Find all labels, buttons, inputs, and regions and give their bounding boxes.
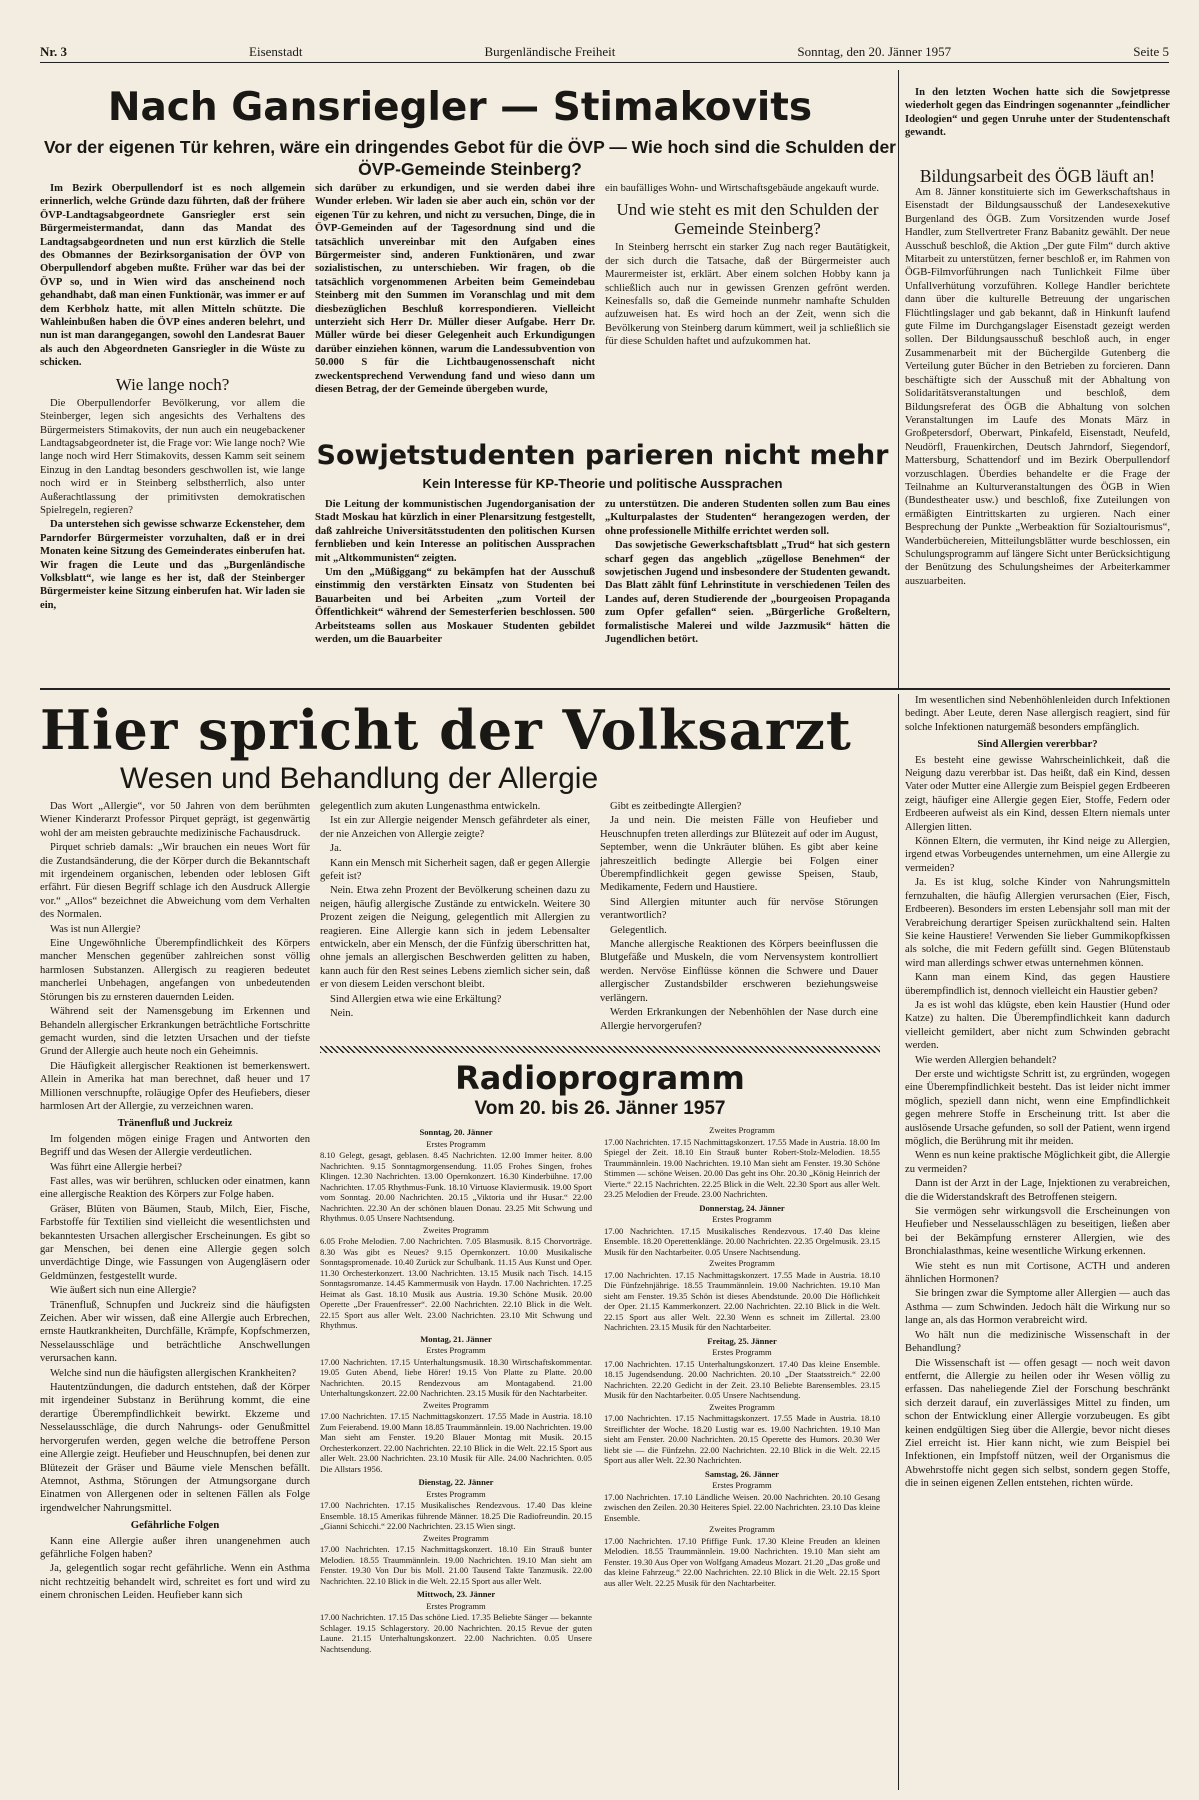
hatched-divider <box>320 1046 880 1053</box>
paragraph: Gelegentlich. <box>610 924 667 936</box>
paragraph: Die Wissenschaft ist — offen gesagt — noch weit davon entfernt, die Allergie zu heilen oder ihr Wesen völlig zu erfassen. Das naheliegende Ziel der Forschung beschränkt sich derzeit darauf, ein zuverlässiges Mittel zu finden, um schon der Entwicklung einer Allergie vorzubeugen. Es gibt keinen endgültigen Sieg über die Allergie, bevor nicht dieses Ziel erreicht ist. Hier kann nicht, wie zum Beispiel bei Infektionen, ein Impfstoff nützen, weil der Organismus die Abwehrstoffe nicht gegen sich selbst, sondern gegen Stoffe, die in seinen eigenen Zellen entstehen, richten würde. <box>905 1357 1170 1490</box>
radio-program-heading: Zweites Programm <box>709 1401 775 1412</box>
volksarzt-col-1 <box>40 800 310 1790</box>
paragraph: Welche sind nun die häufigsten allergischen Krankheiten? <box>50 1367 297 1379</box>
radio-listing: 8.10 Gelegt, gesagt, geblasen. 8.45 Nachrichten. 12.00 Immer heiter. 8.00 Nachrichten. 9.15 Sonntagmorgensendung. 11.05 Frohes Singen, frohes Klingen. 12.30 Nachrichten. 13.00 Opernkonzert. 16.30 Kinderbühne. 17.00 Nachrichten. 17.05 Rhythmus-Funk. 18.10 Virtuose Klaviermusik. 19.00 Sport vom Sonntag. 20.00 Nachrichten. 20.15 „Viktoria und ihr Husar.“ 22.00 Nachrichten. 22.30 An der schönen blauen Donau. 23.25 Mit Schwung und Rhythmus. 0.05 Unsere Nachtsendung. <box>320 1150 592 1223</box>
paragraph: Werden Erkrankungen der Nebenhöhlen der Nase durch eine Allergie hervorgerufen? <box>600 1007 878 1032</box>
paragraph: Im Bezirk Oberpullendorf ist es noch allgemein erinnerlich, welche Gründe dazu führten, daß der frühere ÖVP-Landtagsabgeordnete Gansriegler erst sein Bürgermeistermandat, dann das Mandat des Landtagsabgeordneten und nun erst kürzlich die Stelle des Obmannes der Bezirksorganisation der ÖVP von Oberpullendorf abgeben mußte. Früher war das bei der ÖVP so, und in Wien wird das anscheinend noch gehandhabt, daß man einen Funktionär, was immer er auf dem Kerbholz hatte, mit allen Mitteln schützte. Die Wahleinbußen haben die ÖVP eines anderen belehrt, und nun ist man darangegangen, sowohl den Landesrat Bauer als auch den Abgeordneten Gansriegler in die Wüste zu schicken. <box>40 183 305 369</box>
radio-listing: 17.00 Nachrichten. 17.15 Musikalisches Rendezvous. 17.40 Das kleine Ensemble. 18.20 Operettenklänge. 20.00 Nachrichten. 22.35 Orgelmusik. 23.15 Musik für den Nachtarbeiter. 0.05 Unsere Nachtsendung. <box>604 1225 880 1257</box>
paragraph: Ist ein zur Allergie neigender Mensch gefährdeter als einer, der nie Anzeichen von Allergie zeigte? <box>320 815 590 840</box>
paragraph: Kann eine Allergie außer ihren unangenehmen auch gefährliche Folgen haben? <box>40 1535 310 1560</box>
radio-program-heading: Erstes Programm <box>426 1138 486 1149</box>
volksarzt-col-4 <box>905 694 1170 1790</box>
paragraph: Ja es ist wohl das klügste, eben kein Haustier (Hund oder Katze) zu halten. Die Überempfindlichkeit kann dadurch vielleicht gemildert, aber nicht zum Schwinden gebracht werden. <box>905 999 1170 1052</box>
paragraph: Wie steht es nun mit Cortisone, ACTH und anderen ähnlichen Hormonen? <box>905 1260 1170 1286</box>
paragraph: Die Oberpullendorfer Bevölkerung, vor allem die Steinberger, legen sich angesichts des Verhaltens des Bürgermeisters Stimakovits, der nun auch ein neugebackener Landtagsabgeordneter ist, die Frage vor: Wie lange noch? Wie lange noch wird Herr Stimakovits, dessen Kamm seit seinem Einzug in den Landtag besonders geschwollen ist, wie lange noch wird er in Steinberg selbstherrlich, also unter Außerachtlassung der primitivsten demokratischen Spielregeln, regieren? <box>40 397 305 516</box>
gansriegler-col-3 <box>605 182 890 422</box>
page-header <box>40 44 1169 63</box>
paragraph: Sind Allergien mitunter auch für nervöse Störungen verantwortlich? <box>600 896 878 922</box>
gansriegler-col-2 <box>315 182 595 422</box>
paragraph: Da unterstehen sich gewisse schwarze Eckensteher, dem Parndorfer Bürgermeister vorzuhalten, daß er in drei Monaten keine Sitzung des Gemeinderates einberufen hat. Wir fragen die Leute und das „Burgenländische Volksblatt“, wie lange es her ist, daß der Steinberger Bürgermeister keine Sitzung einberufen hat. Wir laden sie ein, <box>40 519 305 611</box>
article-subtitle-gansriegler: Vor der eigenen Tür kehren, wäre ein dringendes Gebot für die ÖVP — Wie hoch sind die Schulden der ÖVP-Gemeinde Steinberg? <box>44 137 896 179</box>
column-rule-right-lower <box>898 694 899 1790</box>
radio-day-heading: Sonntag, 20. Jänner <box>419 1127 493 1137</box>
paragraph: Im wesentlichen sind Nebenhöhlenleiden durch Infektionen bedingt. Aber Leute, deren Nase allergisch reagiert, sind für solche Infektionen naturgemäß besonders empfänglich. <box>905 695 1170 733</box>
paragraph: Kann ein Mensch mit Sicherheit sagen, daß er gegen Allergie gefeit ist? <box>320 857 590 883</box>
radio-program-heading: Erstes Programm <box>712 1480 772 1490</box>
paragraph: Dann ist der Arzt in der Lage, Injektionen zu verabreichen, die die Widerstandskraft des Betroffenen steigern. <box>905 1178 1170 1203</box>
radio-program-heading: Erstes Programm <box>712 1214 772 1224</box>
paragraph: In Steinberg herrscht ein starker Zug nach reger Bautätigkeit, der sich durch die Tatsache, daß der Bürgermeister auch Maurermeister ist, erklärt. Aber einem solchen Hobby kann ja schließlich auch nur in gewissen Grenzen gefrönt werden. Keinesfalls so, daß die Gemeinde nunmehr namhafte Schulden aufzuweisen hat. Es wird hoch an der Zeit, wenn sich die Bevölkerung von Steinberg darum kümmert, weil ja schließlich sie für diese Schulden haftet und aufzukommen hat. <box>605 242 890 348</box>
radio-listing: 17.00 Nachrichten. 17.15 Unterhaltungsmusik. 18.30 Wirtschaftskommentar. 19.05 Guten Abend, liebe Hörer! 19.15 Von Platte zu Platte. 20.00 Nachrichten. 20.15 Rendezvous am Montagabend. 21.00 Unterhaltungskonzert. 22.00 Nachrichten. 23.15 Musik für den Nachtarbeiter. <box>320 1356 592 1398</box>
radio-program-heading: Erstes Programm <box>426 1600 486 1611</box>
paragraph: Tränenfluß, Schnupfen und Juckreiz sind die häufigsten Zeichen. Aber wir wissen, daß eine Allergie auch Erbrechen, ernste Hautkrankheiten, Durchfälle, Krämpfe, Kopfschmerzen, Nesselausschläge und beträchtliche Anschwellungen verursachen kann. <box>40 1299 310 1365</box>
radio-day-heading: Montag, 21. Jänner <box>420 1333 492 1344</box>
paragraph: Die Häufigkeit allergischer Reaktionen ist bemerkenswert. Allein in Amerika hat man berechnet, daß heuer und 17 Millionen verschnupfte, roläugige Opfer des Heufiebers, dieser harmlosen Art der Allergie, zu verzeichnen waren. <box>40 1060 310 1112</box>
radio-listing: 17.00 Nachrichten. 17.15 Nachmittagskonzert. 17.55 Made in Austria. 18.10 Die Fünfzehnjährige. 18.55 Traummännlein. 19.00 Nachrichten. 19.10 Man sieht am Fenster. 19.35 Schön ist dieses Abendstunde. 20.00 Die Höflichkeit der Oper. 21.15 Kammerkonzert. 22.00 Nachrichten. 22.10 Blick in die Welt. 22.15 Sport aus aller Welt. 22.30 Wenn es schneit im Zillertal. 23.00 Nachrichten. 23.15 Musik für den Nachtarbeiter. <box>604 1269 880 1332</box>
radio-listing: 17.00 Nachrichten. 17.10 Pfiffige Funk. 17.30 Kleine Freuden an kleinen Melodien. 18.55 Traummännlein. 19.00 Nachrichten. 19.10 Man sieht am Fenster. 19.30 Aus Oper von Wolfgang Amadeus Mozart. 21.20 „Das große und das kleine Fahrzeug.“ 22.00 Nachrichten. 22.10 Blick in die Welt. 22.15 Sport aus aller Welt. 22.25 Musik für den Nachtarbeiter. <box>604 1535 880 1588</box>
place: Eisenstadt <box>249 44 303 59</box>
paragraph: Ja. Es ist klug, solche Kinder von Nahrungsmitteln fernzuhalten, die häufig Allergien verursachen (Eier, Fisch, Erdbeeren). Besonders im ersten Lebensjahr soll man mit der Verabreichung derartiger Speisen zurückhaltend sein. Halten Sie keine Haustiere! Verwenden Sie lieber Gummikopfkissen als solche, die mit Federn gefüllt sind. Gegen Blütenstaub wird man allerdings schwer etwas unternehmen können. <box>905 877 1170 969</box>
paragraph: Sind Allergien etwa wie eine Erkältung? <box>330 993 502 1005</box>
radio-listing: 17.00 Nachrichten. 17.15 Nachmittagskonzert. 17.55 Made in Austria. 18.00 Im Spiegel der Zeit. 18.10 Ein Strauß bunter Robert-Stolz-Melodien. 18.55 Traummännlein. 19.00 Nachrichten. 19.10 Man sieht am Fenster. 19.30 Schöne Stimmen — schöne Weisen. 20.00 Das geht ins Ohr. 20.30 „König Heinrich der Vierte.“ 22.15 Nachrichten. 22.25 Blick in die Welt. 22.30 Sport aus aller Welt. 23.25 Melodien der Freude. 23.00 Nachrichten. <box>604 1136 880 1199</box>
paragraph: Sie bringen zwar die Symptome aller Allergien — auch das Asthma — zum Schwinden. Jedoch hält die Wirkung nur so lange an, als das Hormon verabreicht wird. <box>905 1288 1170 1327</box>
paragraph: Der erste und wichtigste Schritt ist, zu ergründen, wogegen eine Überempfindlichkeit besteht. Das ist leider nicht immer möglich, speziell dann nicht, wenn eine Empfindlichkeit gegen mehrere Stoffe in Erscheinung tritt. Ist aber die auslösende Ursache gefunden, so soll der Patient, wenn irgend möglich, die Berührung mit ihr meiden. <box>905 1068 1170 1147</box>
paragraph: Hautentzündungen, die dadurch entstehen, daß der Körper mit irgendeiner Substanz in Berührung kommt, die eine derartige Überempfindlichkeit bewirkt. Ekzeme und Nesselausschläge, die durch Nahrungs- oder Genußmittel hervorgerufen werden, gegen welche die betroffene Person eine Allergie zeigt. Heufieber und Heuschnupfen, bei denen zur Blütezeit der Gräser und Bäume viele Menschen befällt. Atemnot, Asthma, Störungen der Atmungsorgane durch Einatmen von Allergenen oder in seltenen Fällen als Folge irgendwelcher Nahrungsmittel. <box>40 1382 310 1514</box>
sowjetpresse-intro <box>905 86 1170 156</box>
issue-date: Sonntag, den 20. Jänner 1957 <box>797 44 952 59</box>
article-title-volksarzt: Hier spricht der Volksarzt <box>40 698 852 762</box>
paragraph: Ja und nein. Die meisten Fälle von Heufieber und Heuschnupfen treten allerdings zur Blütezeit auf oder im August, September, wenn die Unkräuter blühen. Es gibt aber keine jahreszeitlich bedingte Allergie bei Folgen einer Überempfindlichkeit gegen gewisse Speisen, Staub, Medikamente, Federn und Haustiere. <box>600 815 878 894</box>
paragraph: gelegentlich zum akuten Lungenasthma entwickeln. <box>320 801 541 812</box>
subhead-wie-lange: Wie lange noch? <box>115 374 230 394</box>
radio-program-heading: Erstes Programm <box>426 1345 486 1355</box>
subhead-gefaehrliche-folgen: Gefährliche Folgen <box>130 1519 220 1532</box>
radio-listing: 17.00 Nachrichten. 17.15 Das schöne Lied. 17.35 Beliebte Sänger — bekannte Schlager. 19.15 Schlagerstory. 20.00 Nachrichten. 20.15 Revue der guten Laune. 21.15 Unterhaltungskonzert. 22.00 Nachrichten. 0.05 Unsere Nachtsendung. <box>320 1612 592 1654</box>
paragraph: Ja, gelegentlich sogar recht gefährliche. Wenn ein Asthma nicht rechtzeitig behandelt wird, schreitet es fort und wird zu einem chronischen Leiden. Heufieber kann sich <box>40 1563 310 1602</box>
paragraph: Nein. <box>330 1008 354 1020</box>
paper-name: Burgenländische Freiheit <box>484 44 616 59</box>
radio-day-heading: Freitag, 25. Jänner <box>707 1335 777 1346</box>
radio-day-heading: Dienstag, 22. Jänner <box>418 1477 494 1487</box>
radio-program-heading: Zweites Programm <box>709 1258 775 1268</box>
sowjet-col-2 <box>605 498 890 678</box>
radio-listing: 17.00 Nachrichten. 17.15 Nachmittagskonzert. 17.55 Made in Austria. 18.10 Streiflichter der Woche. 18.20 Lustig war es. 19.00 Nachrichten. 19.10 Man sieht am Fenster. 20.00 Nachrichten. 20.15 Operette des Humors. 20.30 Wer liebt sie — die Fünfzehn. 22.00 Nachrichten. 22.10 Blick in die Welt. 22.15 Sport aus aller Welt. 22.30 Nachrichten. <box>604 1413 880 1465</box>
radio-listing: 6.05 Frohe Melodien. 7.00 Nachrichten. 7.05 Blasmusik. 8.15 Chorvorträge. 8.30 Was gibt es Neues? 9.15 Opernkonzert. 10.00 Musikalische Sonntagspromenade. 10.40 Zurück zur Schulbank. 11.15 Aus Kunst und Oper. 11.30 Orchesterkonzert. 13.00 Nachrichten. 13.15 Musik nach Tisch. 14.15 Sonntagsromanze. 14.45 Kammermusik von Haydn. 17.00 Nachrichten. 17.25 Heimat als Gast. 18.10 Musik aus Austria. 19.30 Schöne Musik. 20.00 Operette „Der Frauenfresser“. 22.00 Nachrichten. 22.10 Blick in die Welt. 22.15 Sport aus aller Welt. 23.00 Nachrichten. 23.10 Mit Schwung und Rhythmus. <box>320 1236 592 1330</box>
paragraph: Kann man einem Kind, das gegen Haustiere überempfindlich ist, dennoch vielleicht ein Haustier geben? <box>905 972 1170 997</box>
radio-program-heading: Zweites Programm <box>709 1125 775 1135</box>
radio-program-heading: Zweites Programm <box>709 1524 775 1534</box>
issue-number: Nr. 3 <box>40 44 67 59</box>
paragraph: Während seit der Namensgebung im Erkennen und Behandeln allergischer Erkrankungen beträchtliche Fortschritte gemacht wurden, sind die letzten Ursachen und der tiefste Grund der Allergie auch heute noch ein Geheimnis. <box>40 1006 310 1058</box>
subhead-traenenfluss: Tränenfluß und Juckreiz <box>117 1117 233 1130</box>
paragraph: Im folgenden mögen einige Fragen und Antworten den Begriff und das Wesen der Allergie verdeutlichen. <box>40 1133 310 1159</box>
article-subtitle-volksarzt: Wesen und Behandlung der Allergie <box>120 762 599 795</box>
radio-listing: 17.00 Nachrichten. 17.15 Musikalisches Rendezvous. 17.40 Das kleine Ensemble. 18.15 Amerikas führende Männer. 18.25 Die Radiofreundin. 20.15 „Gianni Schicchi.“ 22.00 Nachrichten. 23.15 Wien singt. <box>320 1500 592 1531</box>
paragraph: Manche allergische Reaktionen des Körpers beeinflussen die Blutgefäße und Muskeln, die vom Nervensystem kontrolliert werden. Nervöse Einflüsse können die Schwere und Dauer allergischer Zustandsbilder erschweren beziehungsweise verlängern. <box>600 939 878 1004</box>
section-divider <box>40 688 1170 690</box>
paragraph: sich darüber zu erkundigen, und sie werden dabei ihre Wunder erleben. Wir laden sie aber auch ein, schön vor der eigenen Tür zu kehren, und nicht zu versuchen, Dinge, die in ÖVP-Gemeinden auf der Tagesordnung sind und die tatsächlich unvereinbar mit den Aufgaben eines Bürgermeister sind, anderen Funktionären, und zwar sozialistischen, zu unterschieben. Wir fragen, ob die tatsächlich vorgenommenen Arbeiten beim Gemeindebau Steinberg mit den Summen im Voranschlag und mit dem diesbezüglichen Beschluß korrespondieren. Vielleicht unterzieht sich Herr Dr. Müller dieser Aufgabe. Herr Dr. Müller würde bei dieser Gelegenheit auch Erkundigungen darüber einziehen können, warum die Landessubvention von 50.000 S für die Lichtbaugenossenschaft nicht zweckentsprechend Verwendung fand und wieso dann um diesen Betrag, der der Gemeinde übergeben wurde, <box>315 183 595 396</box>
paragraph: Das sowjetische Gewerkschaftsblatt „Trud“ hat sich gestern scharf gegen das angeblich „zügellose Benehmen“ der sowjetischen Jugend und insbesondere der Studenten gewandt. Das Blatt zählt fünf Lehrinstitute in verschiedenen Teilen des Landes auf, deren Studierende der „bourgeoisen Propaganda zum Opfer gefallen“ seien. „Bürgerliche Großeltern, formalistische Malerei und wilde Jazzmusik“ hätten die Jugendlichen betört. <box>605 540 890 646</box>
article-title-gansriegler: Nach Gansriegler — Stimakovits <box>107 85 813 130</box>
paragraph: Das Wort „Allergie“, vor 50 Jahren von dem berühmten Wiener Kinderarzt Professor Pirquet geprägt, ist gegenwärtig wohl der am meisten gebrauchte medizinische Fachausdruck. <box>40 801 310 839</box>
paragraph: Gibt es zeitbedingte Allergien? <box>610 801 742 812</box>
paragraph: Eine Ungewöhnliche Überempfindlichkeit des Körpers mancher Menschen gegenüber zahlreichen sonst völlig harmlosen Substanzen. Allergisch zu reagieren bedeutet mancherlei Unbehagen, angefangen von unbedeutenden Störungen bis zu ernsteren dauernden Leiden. <box>40 938 310 1003</box>
radio-title: Radioprogramm <box>455 1059 745 1097</box>
paragraph: Pirquet schrieb damals: „Wir brauchen ein neues Wort für die Zustandsänderung, die der Körper durch die Bekanntschaft mit irgendeinem organischen, lebenden oder leblosen Gift erfährt. Für diesen Begriff schlage ich den Ausdruck Allergie vor.“ „Allos“ bezeichnet die Abweichung vom dem Verhalten des Normalen. <box>40 842 310 921</box>
paragraph: Wie äußert sich nun eine Allergie? <box>50 1285 197 1297</box>
radio-day-heading: Donnerstag, 24. Jänner <box>699 1202 785 1213</box>
radio-day-heading: Mittwoch, 23. Jänner <box>416 1589 496 1599</box>
paragraph: In den letzten Wochen hatte sich die Sowjetpresse wiederholt gegen das Eindringen sogenannter „feindlicher Ideologien“ und gegen Unruhe unter der Studentenschaft gewandt. <box>905 87 1170 139</box>
paragraph: Fast alles, was wir berühren, schlucken oder einatmen, kann eine allergische Reaktion des Körpers zur Folge haben. <box>40 1175 310 1201</box>
paragraph: Wo hält nun die medizinische Wissenschaft in der Behandlung? <box>905 1329 1170 1355</box>
paragraph: ein baufälliges Wohn- und Wirtschaftsgebäude angekauft wurde. <box>605 183 879 194</box>
radio-day-heading: Samstag, 26. Jänner <box>704 1468 779 1479</box>
volksarzt-col-2 <box>320 800 590 1038</box>
paragraph: Es besteht eine gewisse Wahrscheinlichkeit, daß die Neigung dazu vererbbar ist. Das heißt, daß ein Kind, dessen Vater oder Mutter eine Allergie zum Beispiel gegen Erdbeeren zeigt, häufiger eine Allergie gegen Eier, Stoffe, Federn oder Erdbeeren aufweist als ein Kind, dessen Eltern niemals unter Allergien litten. <box>905 754 1170 833</box>
radio-program-heading: Zweites Programm <box>423 1224 489 1235</box>
paragraph: Die Leitung der kommunistischen Jugendorganisation der Stadt Moskau hat kürzlich in einer Plenarsitzung festgestellt, daß zahlreiche Universitätsstudenten den politischen Kursen fernblieben und kein Interesse an politischen Aussprachen mit „Altkommunisten“ zeigten. <box>315 499 595 564</box>
radio-program-heading: Zweites Programm <box>423 1399 489 1410</box>
paragraph: Ja. <box>330 843 342 855</box>
page-number: Seite 5 <box>1133 44 1169 59</box>
radio-listing: 17.00 Nachrichten. 17.10 Ländliche Weisen. 20.00 Nachrichten. 20.10 Gesang zwischen den Zeilen. 20.30 Heiteres Spiel. 22.00 Nachrichten. 23.10 Das kleine Ensemble. <box>604 1491 880 1523</box>
subhead-schulden: Und wie steht es mit den Schulden der Gemeinde Steinberg? <box>616 200 879 239</box>
radio-listing: 17.00 Nachrichten. 17.15 Nachmittagskonzert. 17.55 Made in Austria. 18.10 Zum Feierabend. 19.00 Mann 18.85 Traummännlein. 19.00 Nachrichten. 19.00 Man sieht am Fenster. 19.20 Blauer Montag mit Musik. 20.15 Orchesterkonzert. 22.00 Nachrichten. 22.10 Blick in die Welt. 22.15 Sport aus aller Welt. 23.00 Nachrichten. 23.10 Musik für Alle. 24.00 Nachrichten. 0.05 Die Allstars 1956. <box>320 1411 592 1474</box>
oegb-body <box>905 186 1170 684</box>
subhead-vererbbar: Sind Allergien vererbbar? <box>977 738 1098 751</box>
article-subtitle-sowjetstudenten: Kein Interesse für KP-Theorie und politische Aussprachen <box>422 476 783 491</box>
radio-program-heading: Zweites Programm <box>423 1532 489 1543</box>
paragraph: zu unterstützen. Die anderen Studenten sollen zum Bau eines „Kulturpalastes der Studenten“ herangezogen werden, der ohne professionelle Mithilfe errichtet werden soll. <box>605 499 890 537</box>
paragraph: Wenn es nun keine praktische Möglichkeit gibt, die Allergie zu vermeiden? <box>905 1150 1170 1175</box>
article-title-sowjetstudenten: Sowjetstudenten parieren nicht mehr <box>316 440 889 471</box>
radio-subtitle: Vom 20. bis 26. Jänner 1957 <box>474 1098 726 1119</box>
radio-col-2 <box>604 1124 880 1790</box>
radio-program-heading: Erstes Programm <box>426 1488 486 1499</box>
volksarzt-col-3 <box>600 800 878 1038</box>
paragraph: Was führt eine Allergie herbei? <box>50 1161 182 1173</box>
sowjet-col-1 <box>315 498 595 678</box>
paragraph: Sie vermögen sehr wirkungsvoll die Erscheinungen von Heufieber und Nesselausschlägen zu beseitigen, ließen aber bei der Bekämpfung ernsterer Allergien, wie des Bronchialasthmas, keine wesentliche Wirkung erkennen. <box>905 1206 1170 1258</box>
radio-listing: 17.00 Nachrichten. 17.15 Unterhaltungskonzert. 17.40 Das kleine Ensemble. 18.15 Jugendsendung. 20.00 Nachrichten. 20.10 „Der Staatsstreich.“ 22.00 Nachrichten. 22.20 Gedicht in der Zeit. 23.10 Beliebte Barensembles. 23.15 Musik für den Nachtarbeiter. 0.05 Unsere Nachtsendung. <box>604 1358 880 1400</box>
paragraph: Am 8. Jänner konstituierte sich im Gewerkschaftshaus in Eisenstadt der Bildungsausschuß der Landesexekutive Burgenland des ÖGB. Zum Vorsitzenden wurde Josef Handler, zum Stellvertreter Franz Babanitz gewählt. Der neue Ausschuß beschloß, die Aktion „Der gute Film“ durch aktive Mitarbeit zu unterstützen, ferner beschloß er, im Rahmen von ÖGB-Filmvorführungen nach Tunlichkeit Filme über Unfallverhütung vorzuführen. Kollege Handler berichtete dann über die kulturelle Betreuung der ungarischen Flüchtlingslager und gab bekannt, daß in Hinkunft laufend gute Filme im Durchgangslager Eisenstadt gezeigt werden sollen. Der Bildungsausschuß beschloß auch, in enger Zusammenarbeit mit der Büchergilde Gutenberg die Verteilung guter Bücher in den Betrieben zu forcieren. Dann beschäftigte sich der Ausschuß mit der Abhaltung von Solidaritätsveranstaltungen und beschloß, dem Bildungsreferat des ÖGB die Abhaltung von solchen Veranstaltungen im Laufe des Monats März in Großpetersdorf, Oberwart, Pinkafeld, Eisenstadt, Neufeld, Neudörfl, Frauenkirchen, Deutsch Jahrndorf, Siegendorf, Mattersburg, Schattendorf und im Bezirk Oberpullendorf vorzuschlagen. Überdies behandelte er die Frage der Teilnahme an Kulturveranstaltungen des ÖGB in Wien (Bundestheater usw.) und beschloß, fixe Zuteilungen von ermäßigten Eintrittskarten zu urgieren. Nach einer Besprechung der Punkte „Werbeaktion für Sozialtourismus“, Wanderbüchereien, Mitteilungsblätter wurde beschlossen, ein Schulungsprogramm auf längere Sicht unter Berücksichtigung der Benützung des Schulungsheimes der Arbeiterkammer auszuarbeiten. <box>905 187 1170 587</box>
radio-program-heading: Erstes Programm <box>712 1347 772 1357</box>
paragraph: Gräser, Blüten von Bäumen, Staub, Milch, Eier, Fische, Farbstoffe für Textilien sind vielleicht die wesentlichsten und bekanntesten Ursachen allergischer Erscheinungen. Es gibt so gar Menschen, bei denen eine Allergie gegen solch unverdächtige Dinge, wie Fassungen von Augengläsern oder Geldmünzen, festgestellt wurde. <box>40 1203 310 1282</box>
paragraph: Können Eltern, die vermuten, ihr Kind neige zu Allergien, irgend etwas Vorbeugendes unternehmen, um eine Allergie zu vermeiden? <box>905 836 1170 874</box>
radio-listing: 17.00 Nachrichten. 17.15 Nachmittagskonzert. 18.10 Ein Strauß bunter Melodien. 18.55 Traummännlein. 19.00 Nachrichten. 19.10 Man sieht am Fenster. 19.30 Von Dur bis Moll. 21.00 Tausend Takte Tanzmusik. 22.00 Nachrichten. 22.10 Blick in die Welt. 22.15 Sport aus aller Welt. <box>320 1544 592 1586</box>
paragraph: Was ist nun Allergie? <box>50 923 141 935</box>
paragraph: Wie werden Allergien behandelt? <box>915 1054 1057 1066</box>
radio-col-1 <box>320 1124 592 1790</box>
paragraph: Nein. Etwa zehn Prozent der Bevölkerung scheinen dazu zu neigen, häufig allergische Zustände zu entwickeln. Weitere 30 Prozent zeigen die Neigung, gelegentlich mit Allergien zu reagieren. Eine Allergie kann sich in jedem Lebensalter entwickeln, aber ein Mensch, der die Fünfzig überschritten hat, ohne jemals an allergischen Beschwerden gelitten zu haben, kann auch für den Rest seines Lebens ziemlich sicher sein, daß er von diesem Leiden verschont bleibt. <box>320 885 590 991</box>
paragraph: Um den „Müßiggang“ zu bekämpfen hat der Ausschuß einstimmig den verstärkten Einsatz von Studenten bei Bauarbeiten und bei Arbeiten „zum Vorteil der Öffentlichkeit“ während der Semesterferien beschlossen. 500 Arbeitsteams sollen aus Moskauer Studenten gebildet werden, um die Bauarbeiter <box>315 567 595 646</box>
article-title-oegb: Bildungsarbeit des ÖGB läuft an! <box>919 166 1156 186</box>
column-rule-right <box>898 70 899 688</box>
